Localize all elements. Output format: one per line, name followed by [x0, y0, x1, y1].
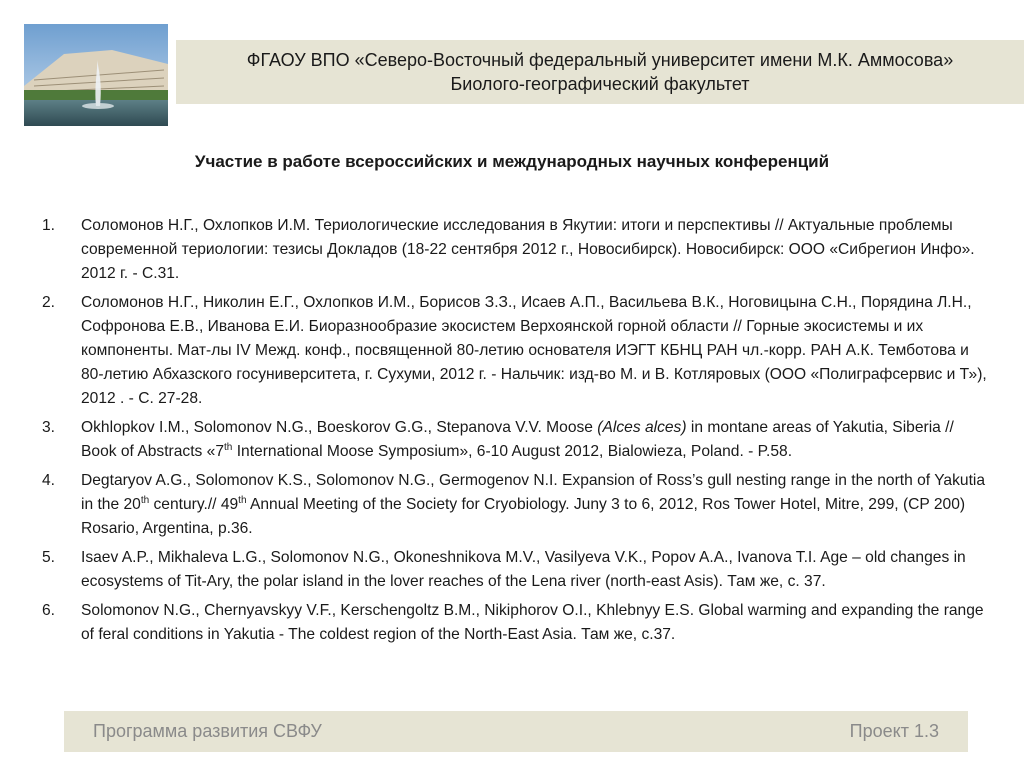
reference-text-part: Annual Meeting of the Society for Cryobiology. Juny 3 to 6, 2012, Ros Tower Hotel, Mitre, 299, (CP 200) Rosario, Argentina, p.36. — [81, 496, 966, 537]
reference-number: 4. — [42, 472, 56, 489]
reference-text-part: Okhlopkov I.M., Solomonov N.G., Boeskorov G.G., Stepanova V.V. Moose — [81, 419, 598, 436]
reference-item — [42, 469, 987, 541]
reference-list — [42, 214, 987, 652]
footer-bar — [64, 711, 968, 752]
reference-text-part: Соломонов Н.Г., Николин Е.Г., Охлопков И.М., Борисов З.З., Исаев А.П., Васильева В.К., Ноговицына С.Н., Порядина Л.Н., Софронова Е.В., Иванова Е.И. Биоразнообразие экосистем Верхоянской горной области // Горные экосистемы и их компоненты. Мат-лы IV Межд. конф., посвященной 80-летию основателя ИЭГТ КБНЦ РАН чл.-корр. РАН А.К. Темботова и 80-летию Абхазского госуниверситета, г. Сухуми, 2012 г. - Нальчик: изд-во М. и В. Котляровых (ООО «Полиграфсервис и Т»), 2012 . - С. 27-28. — [81, 294, 987, 407]
reference-item — [42, 291, 987, 411]
reference-number: 5. — [42, 549, 56, 566]
university-name: ФГАОУ ВПО «Северо-Восточный федеральный университет имени М.К. Аммосова» — [246, 50, 954, 70]
reference-item — [42, 546, 987, 594]
reference-text-part: Соломонов Н.Г., Охлопков И.М. Териологические исследования в Якутии: итоги и перспективы // Актуальные проблемы современной териологии: тезисы Докладов (18-22 сентября 2012 г., Новосибирск). Новосибирск: ООО «Сибрегион Инфо». 2012 г. - С.31. — [81, 217, 975, 282]
reference-number: 3. — [42, 419, 56, 436]
reference-text-part: th — [140, 494, 150, 506]
reference-text — [81, 291, 987, 411]
reference-item — [42, 416, 987, 464]
footer-project-label: Проект 1.3 — [849, 721, 939, 741]
reference-text — [81, 469, 987, 541]
reference-text-part: century.// 49 — [149, 496, 239, 513]
reference-text — [81, 546, 987, 594]
footer-program-label: Программа развития СВФУ — [93, 721, 322, 741]
reference-text — [81, 599, 987, 647]
reference-text-part: Degtaryov A.G., Solomonov K.S., Solomonov N.G., Germogenov N.I. Expansion of Ross’s gull nesting range in the north of Yakutia in the 20 — [81, 472, 986, 513]
university-header-banner — [176, 40, 1024, 104]
university-building-photo — [24, 24, 168, 126]
reference-number: 6. — [42, 602, 56, 619]
reference-text-part: Isaev A.P., Mikhaleva L.G., Solomonov N.G., Okoneshnikova M.V., Vasilyeva V.K., Popov A.A., Ivanova T.I. Age – old changes in ecosystems of Tit-Ary, the polar island in the lover reaches of the Lena river (north-east Asis). Там же, с. 37. — [81, 549, 966, 590]
reference-item — [42, 599, 987, 647]
reference-number: 1. — [42, 217, 56, 234]
reference-text — [81, 214, 987, 286]
reference-item — [42, 214, 987, 286]
reference-text-part: th — [238, 494, 247, 506]
reference-text-part: International Moose Symposium», 6-10 August 2012, Bialowieza, Poland. - P.58. — [232, 443, 793, 460]
reference-text-part: Solomonov N.G., Chernyavskyy V.F., Kerschengoltz B.M., Nikiphorov O.I., Khlebnyy E.S. Global warming and expanding the range of feral conditions in Yakutia - The coldest region of the North-East Asia. Там же, с.37. — [81, 602, 984, 643]
reference-number: 2. — [42, 294, 56, 311]
reference-text-part: in montane areas of Yakutia, Siberia // Book of Abstracts «7 — [81, 419, 954, 460]
reference-text-part: th — [224, 441, 233, 453]
section-title: Участие в работе всероссийских и международных научных конференций — [194, 152, 830, 171]
reference-text-part: (Alces alces) — [597, 419, 687, 436]
reference-text — [81, 416, 987, 464]
building-photo-illustration — [24, 24, 168, 126]
faculty-name: Биолого-географический факультет — [450, 74, 750, 94]
